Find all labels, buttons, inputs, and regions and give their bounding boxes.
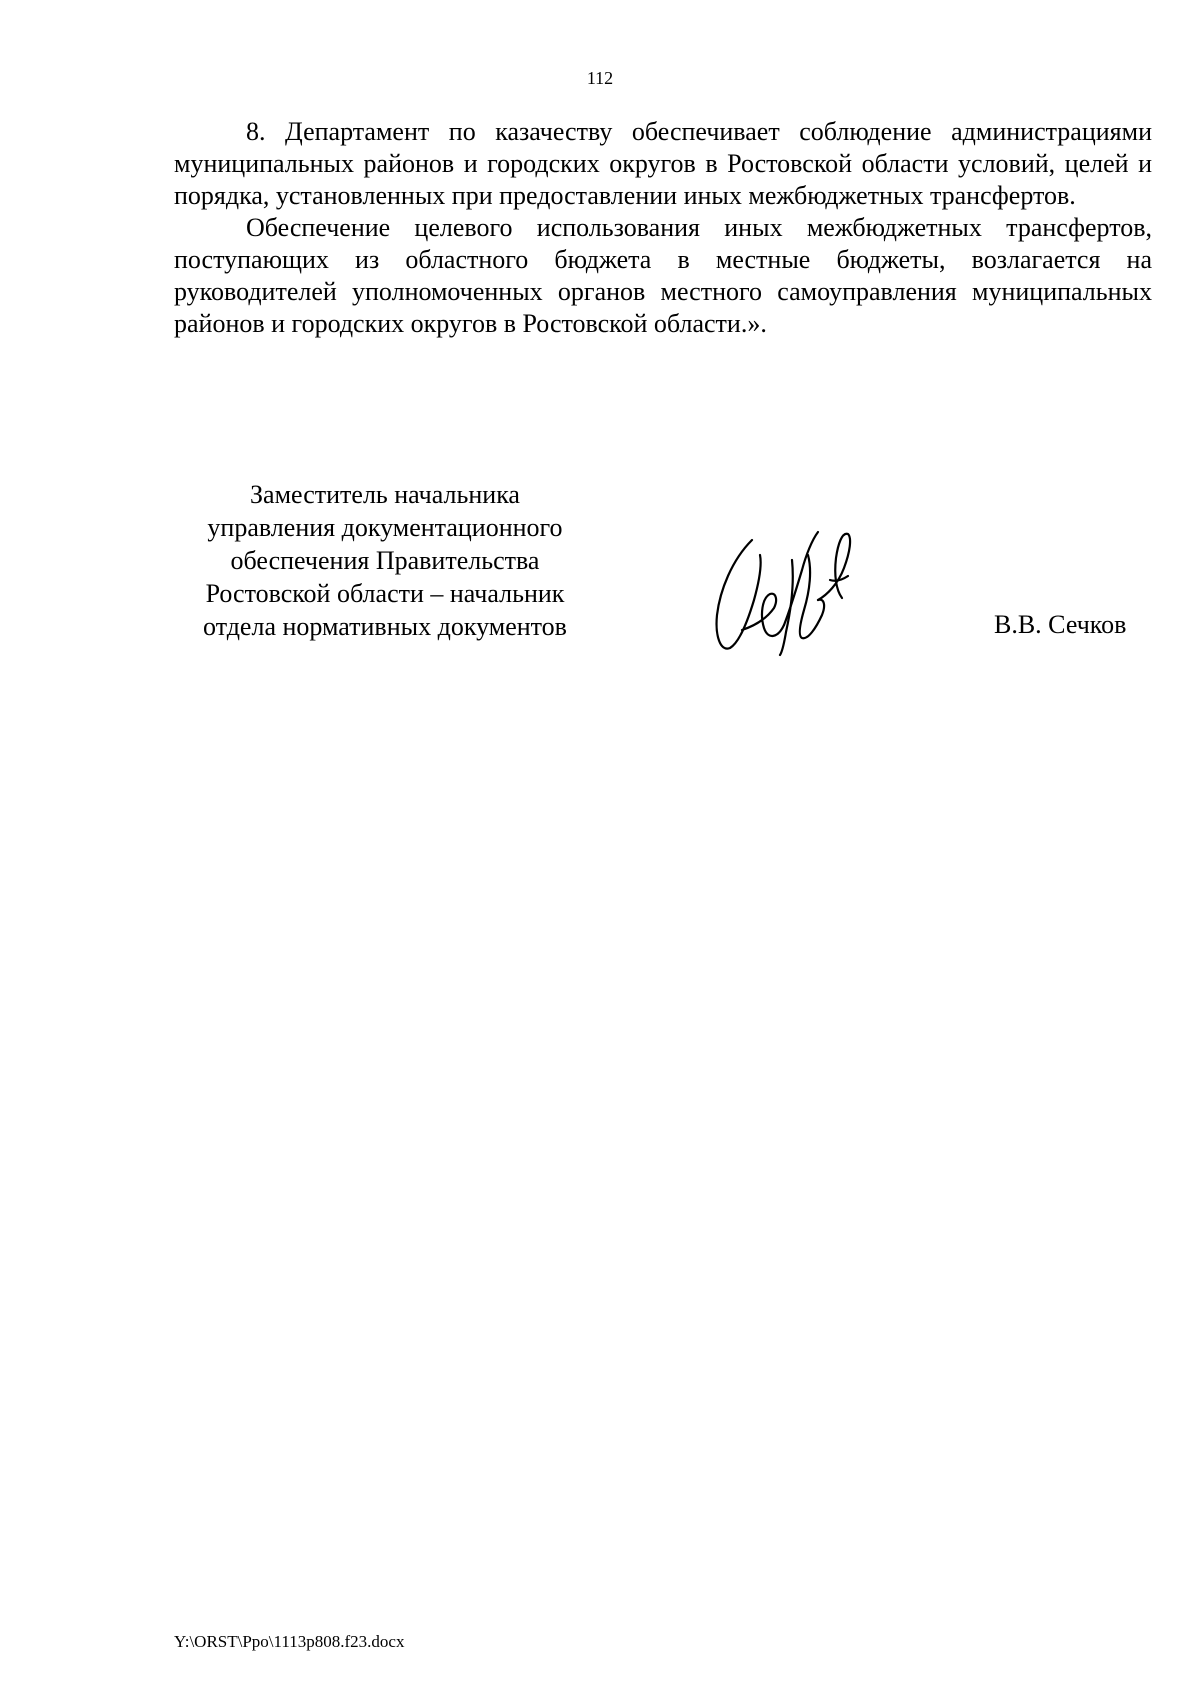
signatory-title-line: управления документационного <box>207 513 563 542</box>
document-body <box>174 116 1152 340</box>
signatory-name: В.В. Сечков <box>994 610 1127 639</box>
signatory-title-line: обеспечения Правительства <box>230 546 540 575</box>
page-number: 112 <box>586 68 614 88</box>
file-path-footer: Y:\ORST\Ppo\1113p808.f23.docx <box>174 1632 405 1651</box>
handwritten-signature <box>712 520 872 660</box>
signatory-title-line: Заместитель начальника <box>250 480 520 509</box>
signatory-title-line: Ростовской области – начальник <box>205 579 565 608</box>
paragraph-1: 8. Департамент по казачеству обеспечивает соблюдение администрациями муниципальных районов и городских округов в Ростовской области условий, целей и порядка, установленных при предоставлении иных межбюджетных трансфертов. <box>174 117 1152 210</box>
signatory-title <box>160 478 610 643</box>
signatory-title-line: отдела нормативных документов <box>203 612 567 641</box>
paragraph-2: Обеспечение целевого использования иных межбюджетных трансфертов, поступающих из областного бюджета в местные бюджеты, возлагается на руководителей уполномоченных органов местного самоуправления муниципальных районов и городских округов в Ростовской области.». <box>174 213 1152 338</box>
